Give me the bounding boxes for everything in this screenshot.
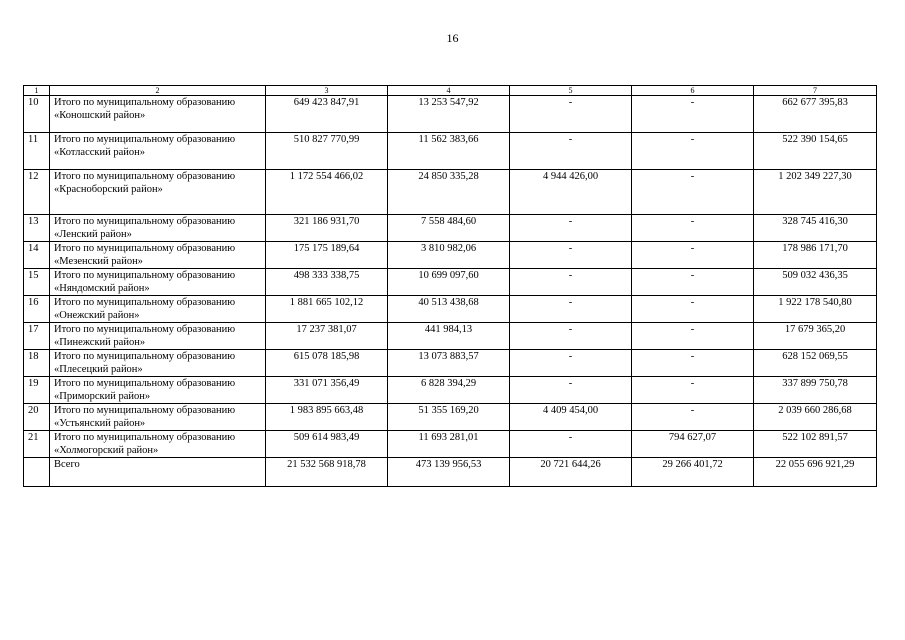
cell-col4: 7 558 484,60 [388, 215, 510, 242]
table-row [24, 215, 877, 242]
cell-col7: 1 922 178 540,80 [754, 296, 877, 323]
cell-col3: 1 983 895 663,48 [266, 404, 388, 431]
column-number: 3 [266, 86, 388, 96]
municipality-name: Итого по муниципальному образованию «Котласский район» [50, 133, 266, 170]
municipality-name: Итого по муниципальному образованию «Мезенский район» [50, 242, 266, 269]
table-row [24, 350, 877, 377]
table-row [24, 404, 877, 431]
cell-col4: 51 355 169,20 [388, 404, 510, 431]
column-number: 1 [24, 86, 50, 96]
cell-col7: 522 102 891,57 [754, 431, 877, 458]
cell-col6: - [632, 96, 754, 133]
row-number: 20 [24, 404, 50, 431]
municipality-name: Итого по муниципальному образованию «Пинежский район» [50, 323, 266, 350]
column-number: 4 [388, 86, 510, 96]
municipality-name: Итого по муниципальному образованию «Онежский район» [50, 296, 266, 323]
cell-col4: 11 562 383,66 [388, 133, 510, 170]
row-number: 12 [24, 170, 50, 215]
row-number [24, 458, 50, 487]
row-number: 11 [24, 133, 50, 170]
budget-table [23, 85, 877, 487]
cell-col7: 2 039 660 286,68 [754, 404, 877, 431]
cell-col6: - [632, 269, 754, 296]
total-row [24, 458, 877, 487]
cell-col7: 17 679 365,20 [754, 323, 877, 350]
cell-col4: 441 984,13 [388, 323, 510, 350]
table-row [24, 269, 877, 296]
row-number: 18 [24, 350, 50, 377]
total-label: Всего [50, 458, 266, 487]
total-col4: 473 139 956,53 [388, 458, 510, 487]
municipality-name: Итого по муниципальному образованию «Ленский район» [50, 215, 266, 242]
cell-col7: 509 032 436,35 [754, 269, 877, 296]
cell-col4: 13 253 547,92 [388, 96, 510, 133]
cell-col7: 337 899 750,78 [754, 377, 877, 404]
column-number: 5 [510, 86, 632, 96]
column-number: 7 [754, 86, 877, 96]
cell-col6: - [632, 215, 754, 242]
cell-col3: 509 614 983,49 [266, 431, 388, 458]
table-row [24, 96, 877, 133]
cell-col5: - [510, 215, 632, 242]
cell-col3: 510 827 770,99 [266, 133, 388, 170]
cell-col7: 522 390 154,65 [754, 133, 877, 170]
cell-col4: 11 693 281,01 [388, 431, 510, 458]
cell-col5: - [510, 323, 632, 350]
cell-col6: - [632, 296, 754, 323]
cell-col4: 3 810 982,06 [388, 242, 510, 269]
cell-col5: - [510, 296, 632, 323]
cell-col5: - [510, 133, 632, 170]
row-number: 21 [24, 431, 50, 458]
cell-col7: 662 677 395,83 [754, 96, 877, 133]
municipality-name: Итого по муниципальному образованию «Холмогорский район» [50, 431, 266, 458]
row-number: 14 [24, 242, 50, 269]
cell-col3: 1 881 665 102,12 [266, 296, 388, 323]
cell-col5: 4 409 454,00 [510, 404, 632, 431]
cell-col3: 498 333 338,75 [266, 269, 388, 296]
column-number: 6 [632, 86, 754, 96]
municipality-name: Итого по муниципальному образованию «Устьянский район» [50, 404, 266, 431]
cell-col6: - [632, 242, 754, 269]
total-col3: 21 532 568 918,78 [266, 458, 388, 487]
total-col7: 22 055 696 921,29 [754, 458, 877, 487]
row-number: 15 [24, 269, 50, 296]
table-row [24, 133, 877, 170]
row-number: 19 [24, 377, 50, 404]
cell-col5: - [510, 96, 632, 133]
cell-col6: - [632, 377, 754, 404]
cell-col7: 178 986 171,70 [754, 242, 877, 269]
page-number: 16 [446, 31, 459, 45]
cell-col6: 794 627,07 [632, 431, 754, 458]
municipality-name: Итого по муниципальному образованию «Няндомский район» [50, 269, 266, 296]
total-col6: 29 266 401,72 [632, 458, 754, 487]
municipality-name: Итого по муниципальному образованию «Плесецкий район» [50, 350, 266, 377]
row-number: 17 [24, 323, 50, 350]
total-col5: 20 721 644,26 [510, 458, 632, 487]
cell-col5: - [510, 377, 632, 404]
cell-col5: 4 944 426,00 [510, 170, 632, 215]
cell-col3: 649 423 847,91 [266, 96, 388, 133]
cell-col5: - [510, 350, 632, 377]
cell-col5: - [510, 431, 632, 458]
cell-col4: 6 828 394,29 [388, 377, 510, 404]
table-row [24, 431, 877, 458]
cell-col7: 628 152 069,55 [754, 350, 877, 377]
cell-col6: - [632, 133, 754, 170]
column-number-row [24, 86, 877, 96]
municipality-name: Итого по муниципальному образованию «Коношский район» [50, 96, 266, 133]
row-number: 10 [24, 96, 50, 133]
cell-col4: 13 073 883,57 [388, 350, 510, 377]
cell-col3: 615 078 185,98 [266, 350, 388, 377]
table-row [24, 170, 877, 215]
column-number: 2 [50, 86, 266, 96]
cell-col4: 10 699 097,60 [388, 269, 510, 296]
cell-col4: 40 513 438,68 [388, 296, 510, 323]
cell-col3: 1 172 554 466,02 [266, 170, 388, 215]
cell-col4: 24 850 335,28 [388, 170, 510, 215]
cell-col3: 331 071 356,49 [266, 377, 388, 404]
cell-col3: 17 237 381,07 [266, 323, 388, 350]
cell-col5: - [510, 269, 632, 296]
row-number: 16 [24, 296, 50, 323]
municipality-name: Итого по муниципальному образованию «Приморский район» [50, 377, 266, 404]
table-row [24, 296, 877, 323]
cell-col7: 1 202 349 227,30 [754, 170, 877, 215]
cell-col6: - [632, 323, 754, 350]
cell-col3: 175 175 189,64 [266, 242, 388, 269]
table-row [24, 377, 877, 404]
cell-col6: - [632, 350, 754, 377]
municipality-name: Итого по муниципальному образованию «Красноборский район» [50, 170, 266, 215]
cell-col7: 328 745 416,30 [754, 215, 877, 242]
row-number: 13 [24, 215, 50, 242]
cell-col6: - [632, 170, 754, 215]
cell-col6: - [632, 404, 754, 431]
cell-col3: 321 186 931,70 [266, 215, 388, 242]
table-row [24, 323, 877, 350]
cell-col5: - [510, 242, 632, 269]
table-row [24, 242, 877, 269]
